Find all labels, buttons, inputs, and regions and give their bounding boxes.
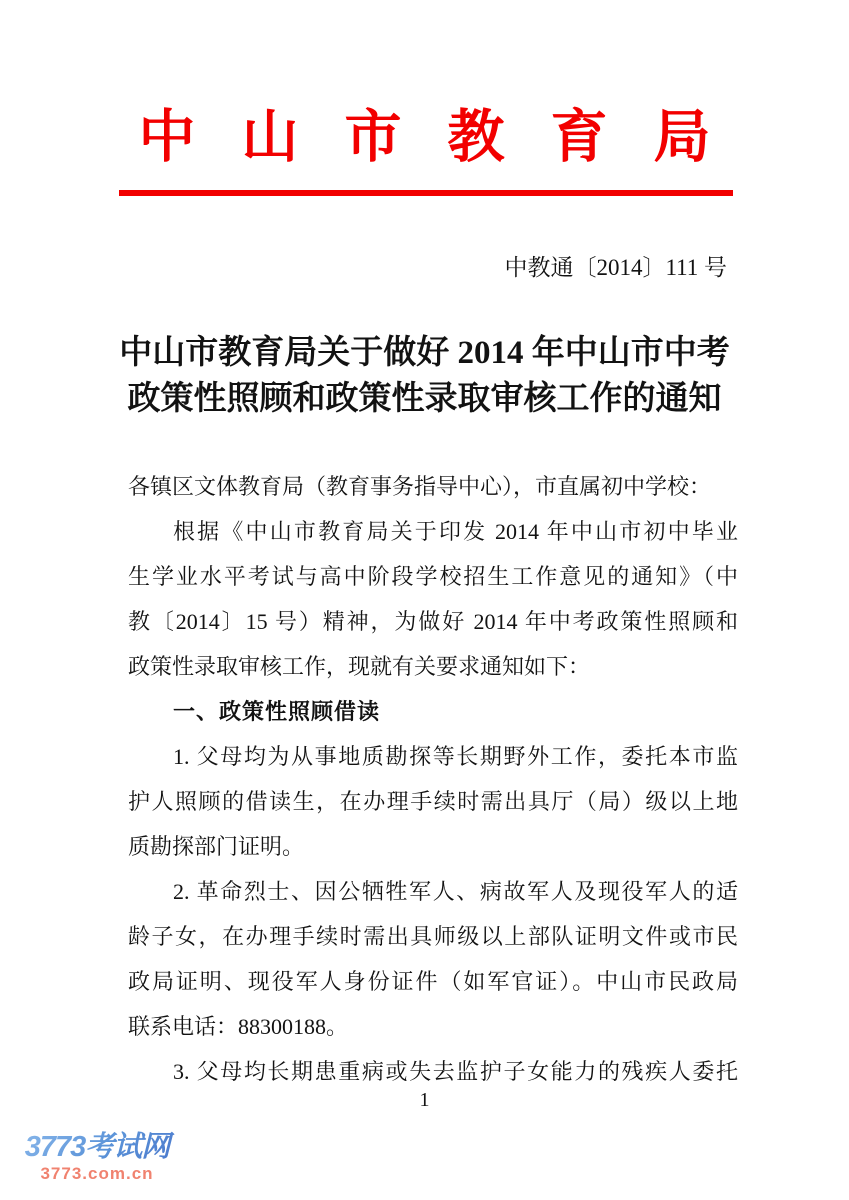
body-line: 各镇区文体教育局（教育事务指导中心），市直属初中学校： (128, 474, 712, 499)
doc-title-line-2: 政策性照顾和政策性录取审核工作的通知 (127, 381, 722, 417)
letterhead-divider (119, 190, 733, 196)
doc-title (40, 330, 809, 422)
letterhead-title: 中山市教育局 (138, 106, 757, 169)
watermark (13, 1130, 181, 1184)
body-line: 生学业水平考试与高中阶段学校招生工作意见的通知》（中 (128, 564, 738, 589)
body-line: 2. 革命烈士、因公牺牲军人、病故军人及现役军人的适 (173, 879, 738, 904)
body-line: 1. 父母均为从事地质勘探等长期野外工作，委托本市监 (173, 744, 738, 769)
body-line: 政策性录取审核工作，现就有关要求通知如下： (128, 654, 591, 679)
page-number: 1 (419, 1089, 430, 1111)
body-line: 质勘探部门证明。 (128, 834, 305, 859)
body-line: 3. 父母均长期患重病或失去监护子女能力的残疾人委托 (173, 1059, 738, 1084)
body-line: 护人照顾的借读生，在办理手续时需出具厅（局）级以上地 (128, 789, 738, 814)
body-line: 一、政策性照顾借读 (173, 699, 381, 724)
doc-reference-number: 中教通〔2014〕111 号 (504, 255, 727, 280)
body-line: 政局证明、现役军人身份证件（如军官证）。中山市民政局 (128, 969, 738, 994)
body-line: 根据《中山市教育局关于印发 2014 年中山市初中毕业 (173, 519, 738, 544)
body-line: 联系电话：88300188。 (128, 1014, 349, 1039)
watermark-site-url: 3773.com.cn (40, 1164, 154, 1183)
document-body (128, 464, 738, 1094)
body-line: 教〔2014〕15 号）精神，为做好 2014 年中考政策性照顾和 (128, 609, 738, 634)
doc-title-line-1: 中山市教育局关于做好 2014 年中山市中考 (119, 335, 730, 371)
watermark-site-name: 3773考试网 (13, 1130, 181, 1164)
body-line: 龄子女，在办理手续时需出具师级以上部队证明文件或市民 (128, 924, 738, 949)
